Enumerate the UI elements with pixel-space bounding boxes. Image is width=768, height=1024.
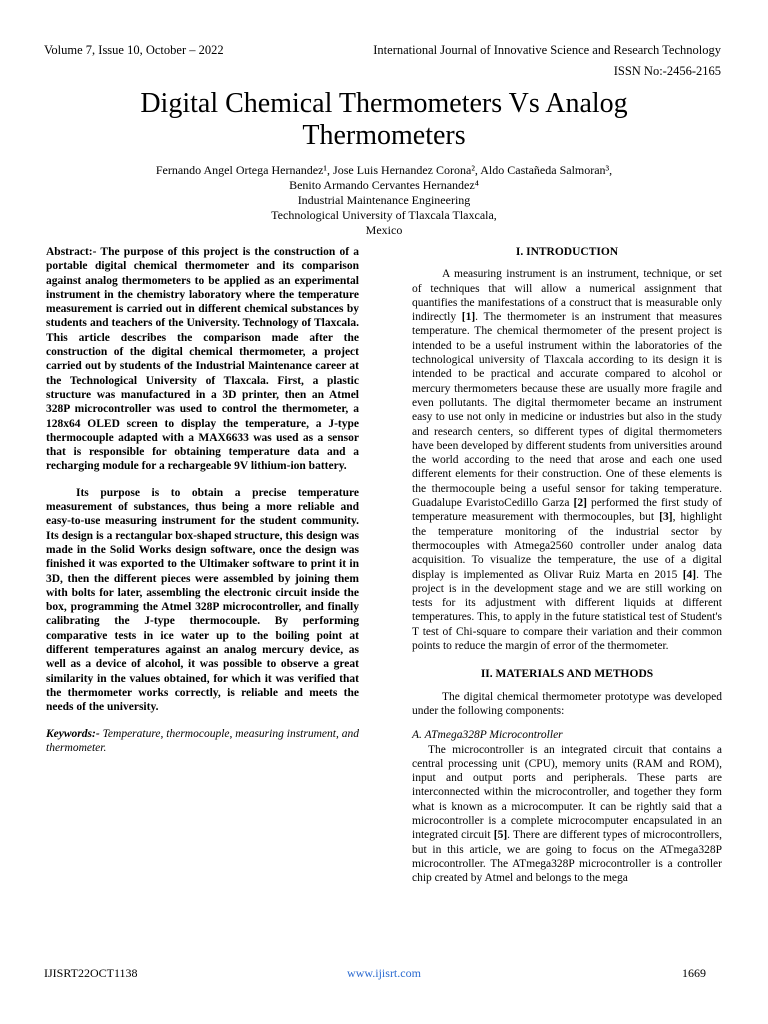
citation-1: [1]	[461, 311, 476, 324]
keywords-text: Temperature, thermocouple, measuring instrument, and thermometer.	[46, 727, 359, 754]
page-number: 1669	[682, 966, 706, 980]
citation-5: [5]	[493, 829, 508, 842]
abstract-paragraph-1: Abstract:- The purpose of this project is the construction of a portable digital chemical thermometer and its comparison against analog thermometers to be applied as an experimental instrument in the chemistry laboratory where the temperature measurement is carried out in different chemical substances by students and teachers of the University. Technology of Tlaxcala. This article describes the comparison made after the construction of the digital chemical thermometer, a project carried out by students of the Industrial Maintenance career at the Technological University of Tlaxcala. First, a plastic structure was manufactured in a 3D printer, then an Atmel 328P microcontroller was used to control the thermometer, a 128x64 OLED screen to display the temperature, a J-type thermocouple adapted with a MAX6633 was used as a sensor that is responsible for obtaining temperature data and a recharging module for a rechargeable 9V lithium-ion battery.	[46, 246, 359, 473]
paper-title: Digital Chemical Thermometers Vs Analog Thermometers	[140, 88, 628, 151]
keywords-label: Keywords:-	[46, 727, 100, 740]
methods-paragraph-1: The digital chemical thermometer prototype was developed under the following components:	[412, 690, 722, 717]
section-heading-introduction: I. INTRODUCTION	[515, 246, 619, 258]
volume-issue: Volume 7, Issue 10, October – 2022	[44, 43, 224, 57]
citation-2: [2]	[573, 497, 587, 510]
abstract-paragraph-2: Its purpose is to obtain a precise temperature measurement of substances, thus being a more reliable and easy-to-use measuring instrument for the student community. Its design is a rectangular box-shaped structure, this design was made in the Solid Works design software, once the design was finished it was exported to the Ultimaker software to print it in 3D, then the different pieces were assembled by joining them with bolts for later, assembling the electronic circuit inside the box, programming the Atmel 328P microcontroller, and finally calibrating the J-type thermocouple. By performing comparative tests in ice water up to the boiling point at different temperatures against an analog mercury device, as well as a device of alcohol, it was possible to observe a great similarity in the values obtained, for which it was verified that the thermometer works correctly, is reliable and meets the needs of the university.	[46, 486, 359, 714]
left-column	[46, 245, 359, 755]
right-column	[412, 245, 722, 885]
microcontroller-paragraph	[412, 743, 722, 886]
intro-text-a: A measuring instrument is an instrument, technique, or set of techniques that will allow a numerical assignment that quantifies the manifestations of a construct that is measurable only indirectly	[412, 268, 722, 324]
article-code: IJISRT22OCT1138	[44, 966, 138, 980]
author-university: Technological University of Tlaxcala Tlaxcala,	[271, 208, 497, 222]
intro-text-b: . The thermometer is an instrument that measures temperature. The chemical thermometer of the present project is intended to be a useful instrument within the laboratories of the technological university of Tlaxcala according to its design it is intended to be practical and accurate compared to alcohol or mercury thermometers because these are usually more fragile and even pollutants. The digital thermometer became an instrument easy to use not only in medicine or industries but also in the study and research centers, so different types of digital thermometers have been developed by different students from universities around the world according to the need that arose and each one used different elements for their construction. One of these elements is the thermocouple being a useful sensor for taking temperature. Guadalupe EvaristoCedillo Garza	[412, 311, 722, 510]
intro-text-d: , highlight the temperature monitoring of the industrial sector by thermocouples with Atmega2560 controller under analog data acquisition. To visualize the temperature, the use of a digital display is implemented as Olivar Ruiz Marta en 2015	[412, 511, 723, 581]
section-heading-methods: II. MATERIALS AND METHODS	[480, 668, 654, 681]
introduction-paragraph	[412, 267, 722, 653]
subsection-heading-microcontroller: A. ATmega328P Microcontroller	[412, 729, 563, 742]
author-line-2: Benito Armando Cervantes Hernandez⁴	[289, 178, 479, 192]
intro-text-c: performed the first study of temperature measurement with thermocouples, but	[412, 497, 723, 524]
author-block	[44, 163, 724, 238]
author-line-1: Fernando Angel Ortega Hernandez¹, Jose Luis Hernandez Corona², Aldo Castañeda Salmoran³,	[155, 163, 613, 177]
journal-url-link[interactable]: www.ijisrt.com	[347, 966, 421, 980]
journal-name: International Journal of Innovative Science and Research Technology	[373, 43, 721, 57]
author-department: Industrial Maintenance Engineering	[297, 193, 471, 207]
methods-text-b: . There are different types of microcontrollers, but in this article, we are going to focus on the ATmega328P microcontroller. The ATmega328P microcontroller is a controller chip created by Atmel and belongs to the mega	[412, 829, 722, 885]
author-country: Mexico	[365, 223, 403, 237]
citation-3: [3]	[659, 511, 673, 524]
citation-4: [4]	[682, 568, 697, 581]
issn: ISSN No:-2456-2165	[613, 64, 721, 78]
methods-text-a: The microcontroller is an integrated circuit that contains a central processing unit (CPU), memory units (RAM and ROM), input and output ports and peripherals. These parts are interconnected within the microcontroller, and together they form what is known as a microcomputer. It can be rightly said that a microcontroller is a complete microcomputer encapsulated in an integrated circuit	[412, 743, 722, 842]
intro-text-e: . The project is in the development stage and we are still working on tests for its adjustment with different liquids at different temperatures. This, to apply in the future statistical test of Student's T test of Chi-square to compare their variation and their common points to reduce the margin of error of the thermometer.	[412, 568, 722, 653]
keywords	[46, 727, 359, 756]
